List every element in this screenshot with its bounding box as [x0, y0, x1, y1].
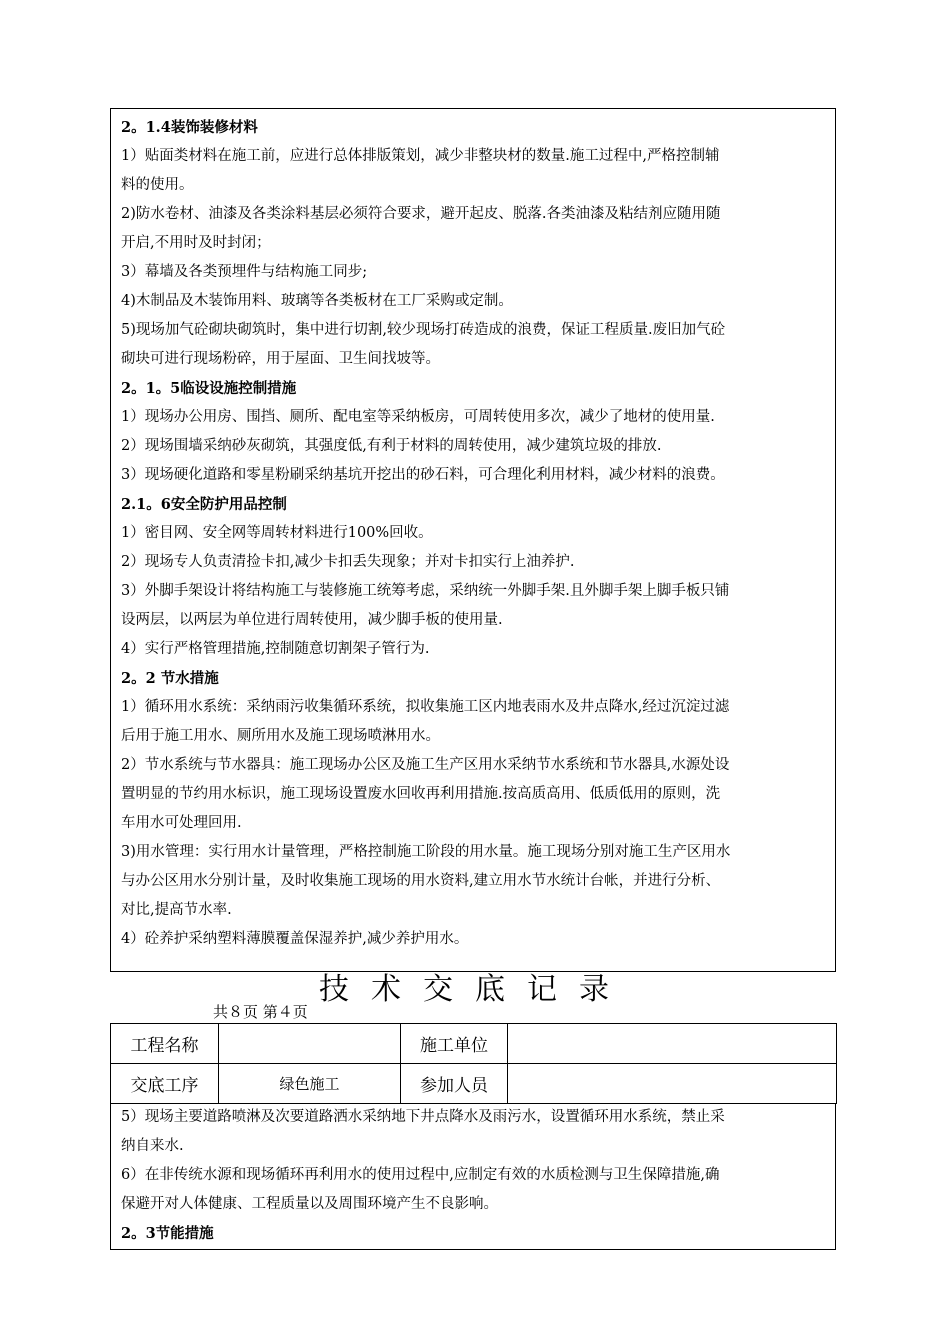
page-info: 共８页 第４页 [213, 1003, 308, 1021]
body-line: 5）现场主要道路喷淋及次要道路洒水采纳地下井点降水及雨污水，设置循环用水系统，禁止采 [121, 1109, 725, 1125]
header-row [111, 1064, 837, 1104]
body-line: 4）砼养护采纳塑料薄膜覆盖保湿养护,减少养护用水。 [121, 931, 469, 947]
project-name-value [219, 1024, 401, 1064]
section-heading: 2.1。6安全防护用品控制 [121, 496, 287, 513]
section-heading: 2。1.4装饰装修材料 [121, 119, 258, 136]
participants-value [508, 1064, 837, 1104]
body-line: 1）密目网、安全网等周转材料进行100%回收。 [121, 525, 433, 541]
participants-label: 参加人员 [401, 1064, 508, 1104]
disclosure-process-label: 交底工序 [111, 1064, 219, 1104]
body-line: 置明显的节约用水标识，施工现场设置废水回收再利用措施.按高质高用、低质低用的原则，洗 [121, 786, 721, 802]
section-heading: 2。3节能措施 [121, 1225, 214, 1242]
body-line: 1）贴面类材料在施工前，应进行总体排版策划，减少非整块材的数量.施工过程中,严格控制辅 [121, 148, 720, 164]
body-line: 6）在非传统水源和现场循环再利用水的使用过程中,应制定有效的水质检测与卫生保障措施,确 [121, 1167, 720, 1183]
body-line: 3)用水管理：实行用水计量管理，严格控制施工阶段的用水量。施工现场分别对施工生产区用水 [121, 844, 731, 860]
body-line: 纳自来水. [121, 1138, 184, 1154]
body-line: 料的使用。 [121, 177, 194, 193]
body-line: 2）节水系统与节水器具：施工现场办公区及施工生产区用水采纳节水系统和节水器具,水源处设 [121, 757, 730, 773]
body-line: 2)防水卷材、油漆及各类涂料基层必须符合要求，避开起皮、脱落.各类油漆及粘结剂应随用随 [121, 206, 721, 222]
section-heading: 2。1。5临设设施控制措施 [121, 380, 297, 397]
project-name-label: 工程名称 [111, 1024, 219, 1064]
body-line: 1）循环用水系统：采纳雨污收集循环系统，拟收集施工区内地表雨水及井点降水,经过沉淀过滤 [121, 699, 730, 715]
body-line: 对比,提高节水率. [121, 902, 232, 918]
body-line: 砌块可进行现场粉碎，用于屋面、卫生间找坡等。 [121, 351, 440, 367]
body-line: 5)现场加气砼砌块砌筑时，集中进行切割,较少现场打砖造成的浪费，保证工程质量.废旧加气砼 [121, 322, 726, 338]
section-heading: 2。2 节水措施 [121, 670, 219, 687]
body-line: 4）实行严格管理措施,控制随意切割架子管行为. [121, 641, 430, 657]
header-row [111, 1024, 837, 1064]
construction-unit-label: 施工单位 [401, 1024, 508, 1064]
construction-unit-value [508, 1024, 837, 1064]
body-line: 设两层，以两层为单位进行周转使用，减少脚手板的使用量. [121, 612, 503, 628]
header-table [110, 1023, 837, 1104]
disclosure-process-value: 绿色施工 [219, 1064, 401, 1104]
content-box [110, 1103, 836, 1250]
body-line: 车用水可处理回用. [121, 815, 242, 831]
body-line: 保避开对人体健康、工程质量以及周围环境产生不良影响。 [121, 1196, 498, 1212]
body-line: 3）外脚手架设计将结构施工与装修施工统筹考虑，采纳统一外脚手架.且外脚手架上脚手板只铺 [121, 583, 730, 599]
body-line: 3）幕墙及各类预埋件与结构施工同步; [121, 264, 368, 280]
content-box-continued [110, 108, 836, 972]
document-title: 技术交底记录 [319, 972, 631, 1007]
body-line: 开启,不用时及时封闭； [121, 235, 271, 251]
body-line: 4)木制品及木装饰用料、玻璃等各类板材在工厂采购或定制。 [121, 293, 513, 309]
body-line: 2）现场围墙采纳砂灰砌筑，其强度低,有利于材料的周转使用，减少建筑垃圾的排放. [121, 438, 662, 454]
body-line: 与办公区用水分别计量，及时收集施工现场的用水资料,建立用水节水统计台帐，并进行分析、 [121, 873, 721, 889]
body-line: 2）现场专人负责清捡卡扣,减少卡扣丢失现象；并对卡扣实行上油养护. [121, 554, 575, 570]
body-line: 1）现场办公用房、围挡、厕所、配电室等采纳板房，可周转使用多次，减少了地材的使用量. [121, 409, 715, 425]
body-line: 3）现场硬化道路和零星粉刷采纳基坑开挖出的砂石料，可合理化利用材料，减少材料的浪费。 [121, 467, 725, 483]
body-line: 后用于施工用水、厕所用水及施工现场喷淋用水。 [121, 728, 440, 744]
